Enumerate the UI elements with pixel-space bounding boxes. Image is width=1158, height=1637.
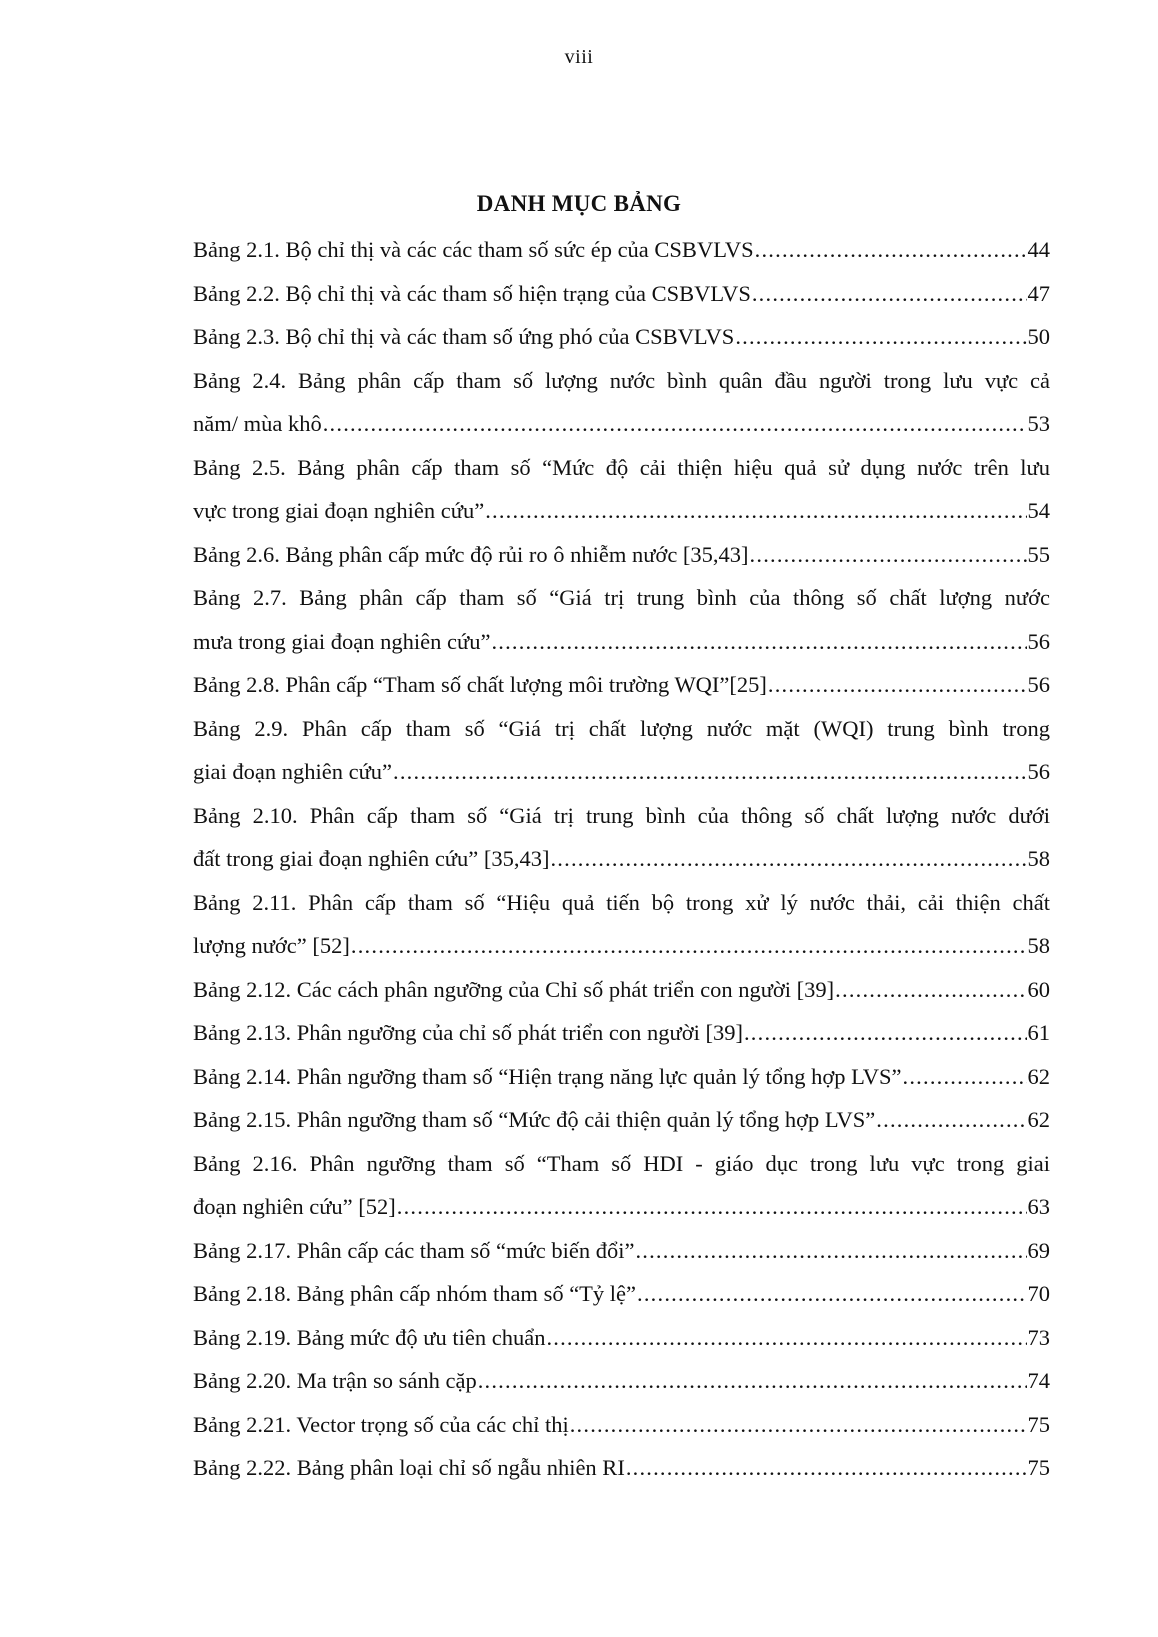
dot-leader: [323, 402, 1027, 446]
toc-entry-page-number: 56: [1027, 672, 1050, 697]
toc-entry-page-number: 56: [1027, 628, 1050, 654]
toc-entry-title: Bảng 2.12. Các cách phân ngưỡng của Chỉ số phát triển con người [39]: [193, 976, 835, 1002]
dot-leader: [550, 837, 1026, 881]
toc-entry-title: Bảng 2.15. Phân ngưỡng tham số “Mức độ cải thiện quản lý tổng hợp LVS”: [193, 1107, 876, 1132]
toc-entry-page-number: 75: [1027, 1411, 1050, 1437]
toc-entry[interactable]: [193, 1011, 1050, 1055]
toc-entry-line: [193, 272, 1050, 316]
toc-entry-page-number: 58: [1027, 846, 1050, 871]
toc-entry-title-line: Bảng 2.5. Bảng phân cấp tham số “Mức độ cải thiện hiệu quả sử dụng nước trên lưu: [193, 454, 1050, 480]
toc-entry[interactable]: [193, 794, 1050, 881]
page-number: viii: [564, 46, 594, 68]
toc-entry-title: Bảng 2.14. Phân ngưỡng tham số “Hiện trạng năng lực quản lý tổng hợp LVS”: [193, 1063, 902, 1089]
toc-entry-line: [193, 1098, 1050, 1142]
toc-entry-title: Bảng 2.13. Phân ngưỡng của chỉ số phát triển con người [39]: [193, 1020, 743, 1045]
toc-entry[interactable]: [193, 707, 1050, 794]
toc-entry-title: Bảng 2.6. Bảng phân cấp mức độ rủi ro ô nhiễm nước [35,43]: [193, 541, 749, 567]
toc-entry-page-number: 50: [1027, 324, 1050, 349]
toc-entry[interactable]: [193, 968, 1050, 1012]
toc-entry-title: năm/ mùa khô: [193, 411, 322, 436]
dot-leader: [752, 272, 1027, 316]
toc-entry-page-number: 47: [1027, 280, 1050, 306]
dot-leader: [768, 663, 1027, 707]
toc-entry[interactable]: [193, 272, 1050, 316]
toc-entry-line: [193, 1316, 1050, 1360]
toc-entry-page-number: 62: [1027, 1107, 1050, 1132]
toc-entry-line: [193, 1185, 1050, 1229]
toc-entry-title: đoạn nghiên cứu” [52]: [193, 1194, 396, 1219]
toc-entry[interactable]: [193, 1229, 1050, 1273]
toc-entry[interactable]: [193, 663, 1050, 707]
toc-entry-page-number: 53: [1027, 411, 1050, 436]
toc-entry-page-number: 74: [1027, 1368, 1050, 1393]
toc-entry-title-line: Bảng 2.11. Phân cấp tham số “Hiệu quả tiến bộ trong xử lý nước thải, cải thiện chất: [193, 889, 1050, 915]
dot-leader: [635, 1229, 1026, 1273]
toc-entry-page-number: 56: [1027, 759, 1050, 784]
toc-entry[interactable]: [193, 446, 1050, 533]
toc-entry-page-number: 73: [1027, 1324, 1050, 1350]
toc-entry-page-number: 54: [1027, 498, 1050, 523]
toc-entry[interactable]: [193, 881, 1050, 968]
toc-entry[interactable]: [193, 1446, 1050, 1490]
toc-entry-page-number: 75: [1027, 1455, 1050, 1480]
toc-entry-line: [193, 968, 1050, 1012]
toc-entry-title: Bảng 2.19. Bảng mức độ ưu tiên chuẩn: [193, 1324, 546, 1350]
dot-leader: [637, 1272, 1026, 1316]
toc-entry-line: [193, 1229, 1050, 1273]
dot-leader: [755, 228, 1027, 272]
toc-entry[interactable]: [193, 1272, 1050, 1316]
toc-entry-title: Bảng 2.3. Bộ chỉ thị và các tham số ứng phó của CSBVLVS: [193, 324, 735, 349]
toc-entry[interactable]: [193, 1403, 1050, 1447]
toc-entry-line: [193, 1359, 1050, 1403]
toc-entry-page-number: 44: [1027, 237, 1050, 262]
dot-leader: [397, 1185, 1027, 1229]
toc-entry-line: [193, 1272, 1050, 1316]
dot-leader: [626, 1446, 1027, 1490]
toc-entry[interactable]: [193, 1142, 1050, 1229]
toc-entry-title-line: Bảng 2.16. Phân ngưỡng tham số “Tham số HDI - giáo dục trong lưu vực trong giai: [193, 1150, 1050, 1176]
toc-entry[interactable]: [193, 228, 1050, 272]
toc-entry-title: Bảng 2.2. Bộ chỉ thị và các tham số hiện trạng của CSBVLVS: [193, 280, 751, 306]
toc-entry-title: Bảng 2.20. Ma trận so sánh cặp: [193, 1368, 477, 1393]
toc-entry-line: [193, 620, 1050, 664]
dot-leader: [744, 1011, 1027, 1055]
toc-entry-title: Bảng 2.22. Bảng phân loại chỉ số ngẫu nhiên RI: [193, 1455, 625, 1480]
dot-leader: [478, 1359, 1027, 1403]
toc-entry-title-line: Bảng 2.7. Bảng phân cấp tham số “Giá trị trung bình của thông số chất lượng nước: [193, 585, 1050, 610]
table-list: [193, 228, 1050, 1490]
toc-entry-page-number: 55: [1027, 541, 1050, 567]
toc-entry[interactable]: [193, 576, 1050, 663]
toc-entry-line: [193, 1011, 1050, 1055]
toc-entry-title: Bảng 2.17. Phân cấp các tham số “mức biến đổi”: [193, 1237, 635, 1263]
dot-leader: [876, 1098, 1026, 1142]
toc-entry-page-number: 60: [1027, 976, 1050, 1002]
toc-entry-line: [193, 924, 1050, 968]
dot-leader: [570, 1403, 1027, 1447]
page-title: DANH MỤC BẢNG: [476, 191, 682, 216]
toc-entry-title: lượng nước” [52]: [193, 933, 350, 958]
toc-entry-line: [193, 837, 1050, 881]
toc-entry-line: [193, 489, 1050, 533]
toc-entry-page-number: 69: [1027, 1237, 1050, 1263]
dot-leader: [393, 750, 1026, 794]
dot-leader: [735, 315, 1026, 359]
dot-leader: [903, 1055, 1027, 1099]
toc-entry-page-number: 58: [1027, 933, 1050, 958]
toc-entry-page-number: 63: [1027, 1194, 1050, 1219]
toc-entry-page-number: 70: [1027, 1281, 1050, 1306]
toc-entry-title: Bảng 2.18. Bảng phân cấp nhóm tham số “Tỷ lệ”: [193, 1281, 637, 1306]
toc-entry-title: đất trong giai đoạn nghiên cứu” [35,43]: [193, 846, 550, 871]
toc-entry-line: [193, 1055, 1050, 1099]
dot-leader: [546, 1316, 1026, 1360]
toc-entry-title: giai đoạn nghiên cứu”: [193, 759, 393, 784]
toc-entry-line: [193, 1403, 1050, 1447]
toc-entry-line: [193, 315, 1050, 359]
toc-entry[interactable]: [193, 1098, 1050, 1142]
dot-leader: [750, 533, 1027, 577]
toc-entry-line: [193, 1446, 1050, 1490]
toc-entry-line: [193, 750, 1050, 794]
toc-entry[interactable]: [193, 359, 1050, 446]
dot-leader: [485, 489, 1026, 533]
toc-entry-page-number: 62: [1027, 1063, 1050, 1089]
toc-entry-line: [193, 533, 1050, 577]
toc-entry-title: Bảng 2.21. Vector trọng số của các chỉ thị: [193, 1411, 569, 1437]
dot-leader: [491, 620, 1026, 664]
toc-entry-title: vực trong giai đoạn nghiên cứu”: [193, 498, 485, 523]
toc-entry-line: [193, 663, 1050, 707]
dot-leader: [351, 924, 1027, 968]
toc-entry-line: [193, 228, 1050, 272]
toc-entry[interactable]: [193, 1316, 1050, 1360]
toc-entry-page-number: 61: [1027, 1020, 1050, 1045]
toc-entry-title-line: Bảng 2.9. Phân cấp tham số “Giá trị chất lượng nước mặt (WQI) trung bình trong: [193, 715, 1050, 741]
toc-entry-line: [193, 402, 1050, 446]
toc-entry-title: Bảng 2.8. Phân cấp “Tham số chất lượng môi trường WQI”[25]: [193, 672, 767, 697]
toc-entry[interactable]: [193, 1359, 1050, 1403]
toc-entry-title: mưa trong giai đoạn nghiên cứu”: [193, 628, 491, 654]
toc-entry[interactable]: [193, 315, 1050, 359]
toc-entry[interactable]: [193, 533, 1050, 577]
toc-entry[interactable]: [193, 1055, 1050, 1099]
toc-entry-title-line: Bảng 2.4. Bảng phân cấp tham số lượng nước bình quân đầu người trong lưu vực cả: [193, 367, 1050, 393]
toc-entry-title-line: Bảng 2.10. Phân cấp tham số “Giá trị trung bình của thông số chất lượng nước dưới: [193, 802, 1050, 828]
dot-leader: [835, 968, 1026, 1012]
toc-entry-title: Bảng 2.1. Bộ chỉ thị và các các tham số sức ép của CSBVLVS: [193, 237, 754, 262]
